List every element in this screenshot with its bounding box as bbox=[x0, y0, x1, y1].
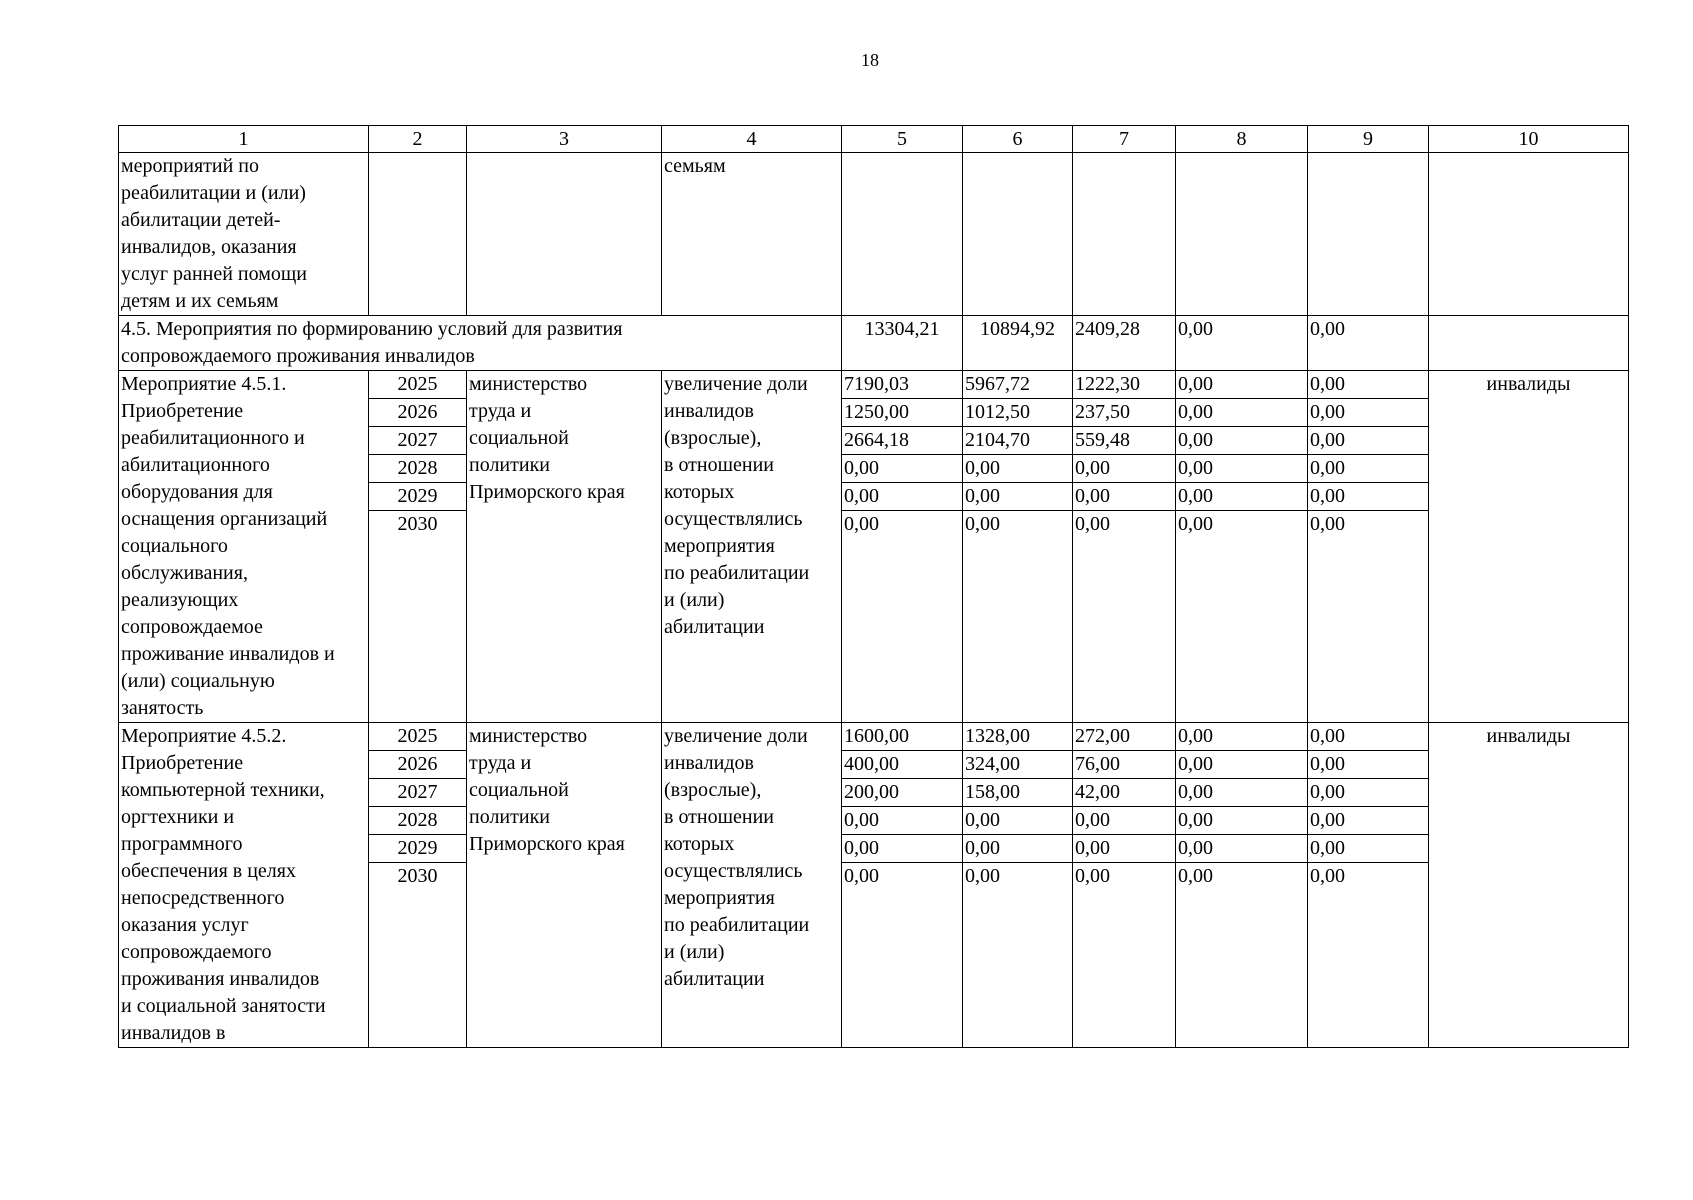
header-cell: 8 bbox=[1176, 126, 1308, 153]
amount-value: 0,00 bbox=[842, 835, 962, 863]
target-group: инвалиды bbox=[1429, 371, 1629, 723]
amount-value: 1012,50 bbox=[963, 399, 1072, 427]
year-value: 2027 bbox=[369, 427, 466, 455]
amount-value: 0,00 bbox=[1075, 513, 1110, 535]
amount-value: 76,00 bbox=[1073, 751, 1175, 779]
years-cell bbox=[369, 371, 467, 723]
amount-value: 5967,72 bbox=[963, 371, 1072, 399]
amount-value: 0,00 bbox=[963, 455, 1072, 483]
amount-value: 0,00 bbox=[1310, 865, 1345, 887]
amount-value: 0,00 bbox=[1178, 513, 1213, 535]
amount-value: 0,00 bbox=[1308, 807, 1428, 835]
amount-value: 0,00 bbox=[965, 513, 1000, 535]
amount-value: 0,00 bbox=[1308, 483, 1428, 511]
amount-value: 0,00 bbox=[1308, 371, 1428, 399]
section-total-8: 0,00 bbox=[1176, 316, 1308, 371]
result-cell: увеличение доли инвалидов (взрослые), в отношении которых осуществлялись мероприятия по реабилитации и (или) абилитации bbox=[662, 371, 842, 723]
value-list bbox=[842, 371, 962, 538]
executor-cell: министерство труда и социальной политики Приморского края bbox=[467, 371, 662, 723]
year-value: 2029 bbox=[369, 483, 466, 511]
header-cell: 1 bbox=[119, 126, 369, 153]
measure-row bbox=[119, 371, 1629, 723]
header-cell: 2 bbox=[369, 126, 467, 153]
amount-value: 0,00 bbox=[1176, 371, 1307, 399]
amount-value: 42,00 bbox=[1073, 779, 1175, 807]
section-total-5: 13304,21 bbox=[842, 316, 963, 371]
amount-value: 0,00 bbox=[1176, 427, 1307, 455]
section-total-6: 10894,92 bbox=[963, 316, 1073, 371]
year-value: 2026 bbox=[369, 399, 466, 427]
empty-cell bbox=[369, 153, 467, 316]
value-list bbox=[1308, 723, 1428, 890]
header-cell: 5 bbox=[842, 126, 963, 153]
empty-cell bbox=[1429, 316, 1629, 371]
year-list bbox=[369, 723, 466, 890]
amount-value: 1222,30 bbox=[1073, 371, 1175, 399]
header-cell: 9 bbox=[1308, 126, 1429, 153]
amount-value: 0,00 bbox=[1176, 483, 1307, 511]
value-list bbox=[1073, 723, 1175, 890]
year-list bbox=[369, 371, 466, 538]
measure-name: Мероприятие 4.5.1. Приобретение реабилитационного и абилитационного оборудования для оснащения организаций социального обслуживания, реализующих сопровождаемое проживание инвалидов и (или) социальную занятость bbox=[119, 371, 369, 723]
amount-value: 0,00 bbox=[842, 483, 962, 511]
amount-value: 324,00 bbox=[963, 751, 1072, 779]
value-list bbox=[842, 723, 962, 890]
amount-value: 272,00 bbox=[1073, 723, 1175, 751]
amount-value: 0,00 bbox=[1308, 427, 1428, 455]
amount-value: 0,00 bbox=[1073, 483, 1175, 511]
amount-value: 0,00 bbox=[1308, 723, 1428, 751]
empty-cell bbox=[1308, 153, 1429, 316]
amount-value: 2104,70 bbox=[963, 427, 1072, 455]
amount-value: 200,00 bbox=[842, 779, 962, 807]
amount-value: 0,00 bbox=[1176, 455, 1307, 483]
year-value: 2030 bbox=[397, 513, 438, 535]
year-value: 2027 bbox=[369, 779, 466, 807]
header-cell: 4 bbox=[662, 126, 842, 153]
empty-cell bbox=[467, 153, 662, 316]
year-value: 2029 bbox=[369, 835, 466, 863]
col8-cell bbox=[1176, 371, 1308, 723]
amount-value: 0,00 bbox=[1075, 865, 1110, 887]
year-value: 2028 bbox=[369, 807, 466, 835]
value-list bbox=[963, 371, 1072, 538]
executor-cell: министерство труда и социальной политики Приморского края bbox=[467, 723, 662, 1048]
amount-value: 0,00 bbox=[1176, 751, 1307, 779]
amount-value: 0,00 bbox=[1308, 835, 1428, 863]
amount-value: 0,00 bbox=[842, 807, 962, 835]
amount-value: 7190,03 bbox=[842, 371, 962, 399]
amount-value: 1250,00 bbox=[842, 399, 962, 427]
amount-value: 0,00 bbox=[842, 455, 962, 483]
year-value: 2025 bbox=[369, 723, 466, 751]
amount-value: 0,00 bbox=[1073, 835, 1175, 863]
amount-value: 0,00 bbox=[1308, 399, 1428, 427]
page-number: 18 bbox=[861, 50, 879, 70]
col5-cell bbox=[842, 723, 963, 1048]
header-row bbox=[119, 126, 1629, 153]
amount-value: 1600,00 bbox=[842, 723, 962, 751]
section-total-9: 0,00 bbox=[1308, 316, 1429, 371]
empty-cell bbox=[1176, 153, 1308, 316]
col7-cell bbox=[1073, 371, 1176, 723]
value-list bbox=[1073, 371, 1175, 538]
amount-value: 0,00 bbox=[963, 835, 1072, 863]
amount-value: 0,00 bbox=[965, 865, 1000, 887]
empty-cell bbox=[1073, 153, 1176, 316]
amount-value: 0,00 bbox=[1310, 513, 1345, 535]
empty-cell bbox=[963, 153, 1073, 316]
program-table bbox=[118, 125, 1629, 1048]
amount-value: 0,00 bbox=[1308, 455, 1428, 483]
empty-cell bbox=[842, 153, 963, 316]
col6-cell bbox=[963, 371, 1073, 723]
year-value: 2030 bbox=[397, 865, 438, 887]
year-value: 2026 bbox=[369, 751, 466, 779]
amount-value: 400,00 bbox=[842, 751, 962, 779]
section-row bbox=[119, 316, 1629, 371]
amount-value: 0,00 bbox=[1073, 807, 1175, 835]
amount-value: 1328,00 bbox=[963, 723, 1072, 751]
amount-value: 559,48 bbox=[1073, 427, 1175, 455]
amount-value: 237,50 bbox=[1073, 399, 1175, 427]
amount-value: 0,00 bbox=[963, 807, 1072, 835]
value-list bbox=[1308, 371, 1428, 538]
amount-value: 0,00 bbox=[1308, 751, 1428, 779]
value-list bbox=[1176, 371, 1307, 538]
year-value: 2025 bbox=[369, 371, 466, 399]
target-group: инвалиды bbox=[1429, 723, 1629, 1048]
col6-cell bbox=[963, 723, 1073, 1048]
col7-cell bbox=[1073, 723, 1176, 1048]
amount-value: 0,00 bbox=[1178, 865, 1213, 887]
amount-value: 0,00 bbox=[963, 483, 1072, 511]
header-cell: 6 bbox=[963, 126, 1073, 153]
amount-value: 0,00 bbox=[1308, 779, 1428, 807]
year-value: 2028 bbox=[369, 455, 466, 483]
header-cell: 10 bbox=[1429, 126, 1629, 153]
col9-cell bbox=[1308, 723, 1429, 1048]
amount-value: 0,00 bbox=[1176, 399, 1307, 427]
amount-value: 0,00 bbox=[1176, 723, 1307, 751]
empty-cell bbox=[1429, 153, 1629, 316]
continuation-name: мероприятий по реабилитации и (или) абилитации детей- инвалидов, оказания услуг ранней помощи детям и их семьям bbox=[119, 153, 369, 316]
amount-value: 0,00 bbox=[1176, 835, 1307, 863]
section-total-7: 2409,28 bbox=[1073, 316, 1176, 371]
header-cell: 3 bbox=[467, 126, 662, 153]
amount-value: 158,00 bbox=[963, 779, 1072, 807]
col9-cell bbox=[1308, 371, 1429, 723]
continuation-row bbox=[119, 153, 1629, 316]
value-list bbox=[963, 723, 1072, 890]
amount-value: 0,00 bbox=[844, 865, 879, 887]
measure-name: Мероприятие 4.5.2. Приобретение компьютерной техники, оргтехники и программного обеспечения в целях непосредственного оказания услуг сопровождаемого проживания инвалидов и социальной занятости инвалидов в bbox=[119, 723, 369, 1048]
amount-value: 0,00 bbox=[844, 513, 879, 535]
measure-row bbox=[119, 723, 1629, 1048]
amount-value: 2664,18 bbox=[842, 427, 962, 455]
years-cell bbox=[369, 723, 467, 1048]
amount-value: 0,00 bbox=[1176, 807, 1307, 835]
header-cell: 7 bbox=[1073, 126, 1176, 153]
continuation-result: семьям bbox=[662, 153, 842, 316]
amount-value: 0,00 bbox=[1176, 779, 1307, 807]
section-title: 4.5. Мероприятия по формированию условий для развития сопровождаемого проживания инвалидов bbox=[119, 316, 842, 371]
result-cell: увеличение доли инвалидов (взрослые), в отношении которых осуществлялись мероприятия по реабилитации и (или) абилитации bbox=[662, 723, 842, 1048]
value-list bbox=[1176, 723, 1307, 890]
col5-cell bbox=[842, 371, 963, 723]
col8-cell bbox=[1176, 723, 1308, 1048]
amount-value: 0,00 bbox=[1073, 455, 1175, 483]
